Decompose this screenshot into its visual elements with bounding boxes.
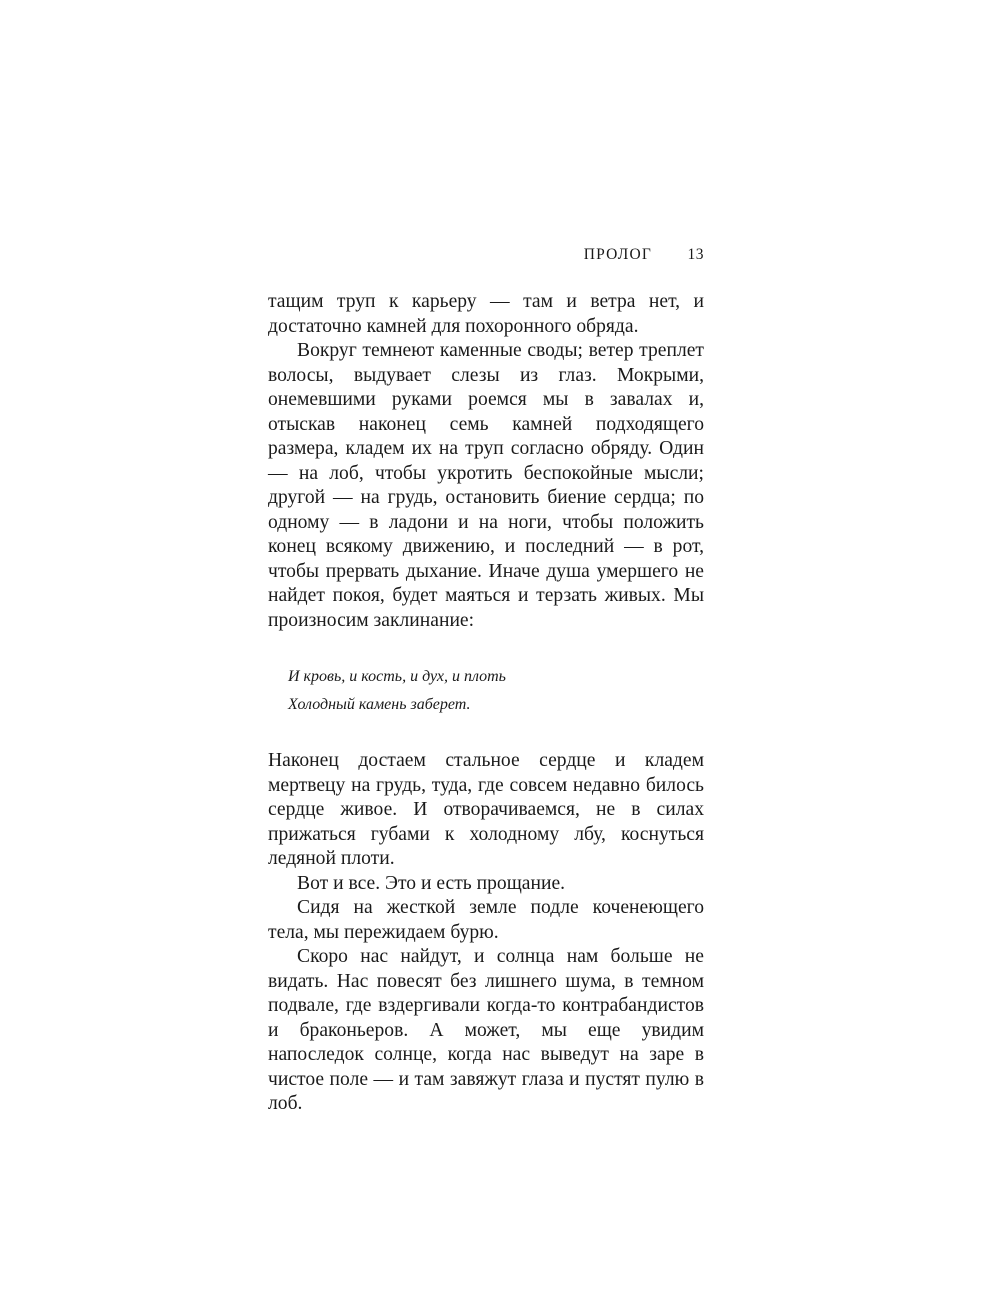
paragraph: тащим труп к карьеру — там и ветра нет, и достаточно камней для похоронного обряда. (268, 291, 704, 337)
page-number: 13 (687, 246, 704, 263)
verse-line: И кровь, и кость, и дух, и плоть (288, 668, 506, 685)
verse-line: Холодный камень заберет. (288, 696, 471, 713)
paragraph: Наконец достаем стальное сердце и кладем мертвецу на грудь, туда, где совсем недавно билось сердце живое. И отворачиваемся, не в силах прижаться губами к холодному лбу, коснуться ледяной плоти. (268, 750, 704, 869)
body-text (268, 290, 704, 1117)
paragraph: Вокруг темнеют каменные своды; ветер треплет волосы, выдувает слезы из глаз. Мокрыми, онемевшими руками роемся мы в завалах и, отыскав наконец семь камней подходящего размера, кладем их на труп согласно обряду. Один — на лоб, чтобы укротить беспокойные мысли; другой — на грудь, остановить биение сердца; по одному — в ладони и на ноги, чтобы положить конец всякому движению, и последний — в рот, чтобы прервать дыхание. Иначе душа умершего не найдет покоя, будет маяться и терзать живых. Мы произносим заклинание: (268, 340, 704, 631)
paragraph: Сидя на жесткой земле подле коченеющего тела, мы пережидаем бурю. (268, 897, 704, 943)
paragraph: Вот и все. Это и есть прощание. (297, 872, 566, 894)
verse-block (288, 663, 704, 719)
paragraph: Скоро нас найдут, и солнца нам больше не видать. Нас повесят без лишнего шума, в темном подвале, где вздергивали когда-то контрабандистов и браконьеров. А может, мы еще увидим напоследок солнце, когда нас выведут на заре в чистое поле — и там завяжут глаза и пустят пулю в лоб. (268, 946, 704, 1114)
page-header (268, 246, 704, 270)
running-title: ПРОЛОГ (583, 246, 652, 263)
